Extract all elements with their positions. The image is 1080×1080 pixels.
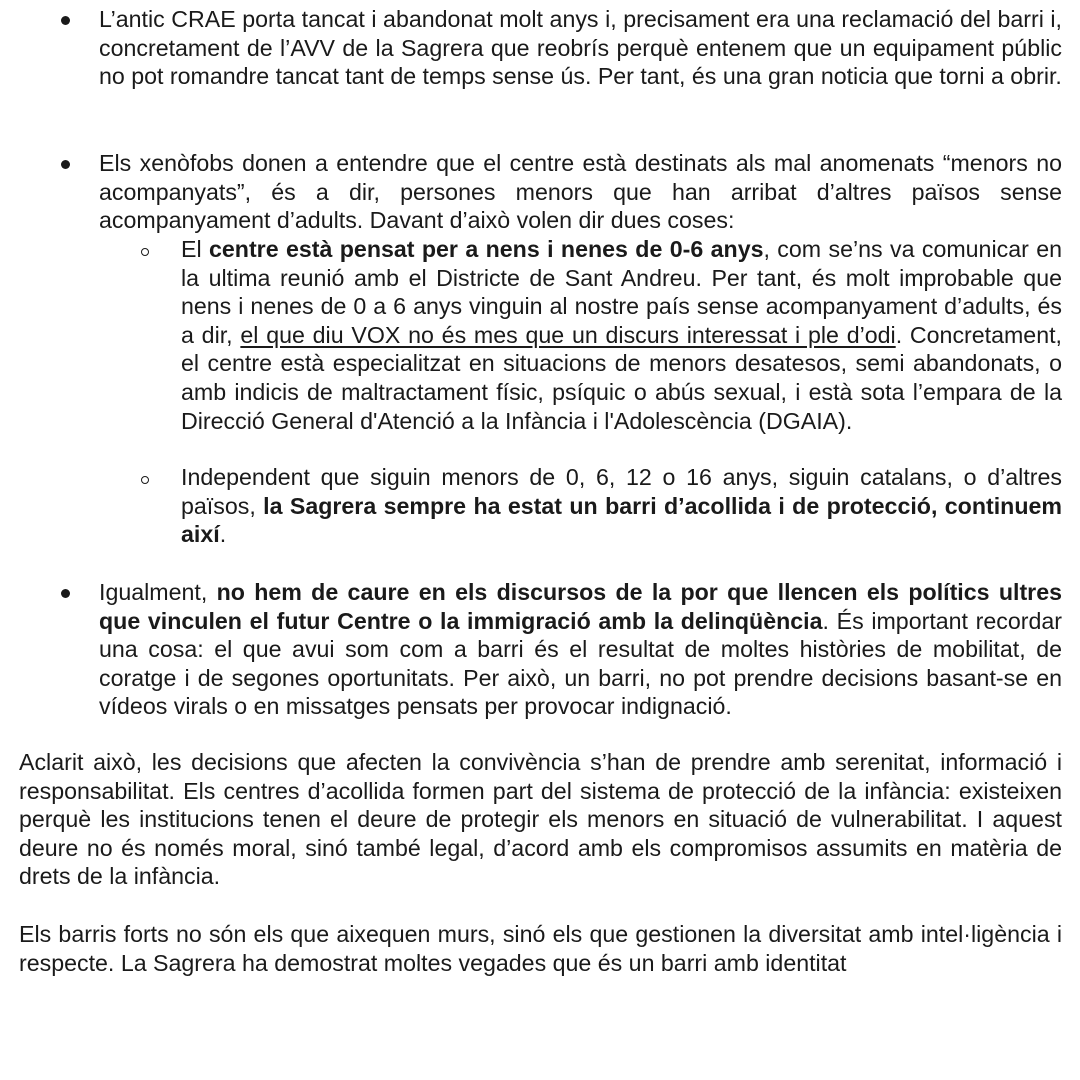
sub-item-1-tail: . Concretament, el centre està especialitzat en situacions de menors desatesos, semi abandonats, o amb indicis de maltractament físic, psíquic o abús sexual, i està sota l’empara de la Direcció General d'Atenció a la Infància i l'Adolescència (DGAIA). (181, 321, 1062, 434)
bullet-marker (61, 16, 70, 25)
sub-item-1-bold: centre està pensat per a nens i nenes de 0-6 anys (209, 236, 764, 262)
bullet-item-3-tail: . És important recordar una cosa: el que avui som com a barri és el resultat de moltes històries de mobilitat, de coratge i de segones oportunitats. Per això, un barri, no pot prendre decisions basant-se en vídeos virals o en missatges pensats per provocar indignació. (99, 607, 1063, 720)
sub-bullet-marker (141, 248, 149, 256)
bullet-marker (61, 589, 70, 598)
bullet-item-2: Els xenòfobs donen a entendre que el centre està destinats als mal anomenats “menors no acompanyats”, és a dir, persones menors que han arribat d’altres països sense acompanyament d’adults. Davant d’això volen dir dues coses: (99, 150, 1062, 234)
body-paragraph-1: Aclarit això, les decisions que afecten la convivència s’han de prendre amb serenitat, informació i responsabilitat. Els centres d’acollida formen part del sistema de protecció de la infància: existeixen perquè les institucions tenen el deure de protegir els menors en situació de vulnerabilitat. I aquest deure no és només moral, sinó també legal, d’acord amb els compromisos assumits en matèria de drets de la infància. (19, 749, 1062, 890)
sub-item-2-tail: . (219, 521, 227, 548)
sub-item-1-underline: el que diu VOX no és mes que un discurs interessat i ple d’odi (240, 321, 896, 348)
bullet-item-3-bold: no hem de caure en els discursos de la por que llencen els polítics ultres que vinculen el futur Centre o la immigració amb la delinqüència (99, 579, 1062, 634)
bullet-item-3 (99, 578, 1062, 721)
sub-item-2-lead: Independent que siguin menors de 0, 6, 12 o 16 anys, siguin catalans, o d’altres països, (181, 464, 1062, 519)
sub-item-1-mid: , com se’ns va comunicar en la ultima reunió amb el Districte de Sant Andreu. Per tant, és molt improbable que nens i nenes de 0 a 6 anys vinguin al nostre país sense acompanyament d’adults, és a dir, (181, 236, 1062, 348)
bullet-item-3-lead: Igualment, (99, 579, 217, 605)
bullet-marker (61, 160, 70, 169)
sub-item-1 (181, 235, 1062, 435)
sub-item-2 (181, 463, 1062, 549)
sub-bullet-marker (141, 476, 149, 484)
body-paragraph-2: Els barris forts no són els que aixequen murs, sinó els que gestionen la diversitat amb intel·ligència i respecte. La Sagrera ha demostrat moltes vegades que és un barri amb identitat (19, 921, 1062, 976)
sub-item-2-bold: la Sagrera sempre ha estat un barri d’acollida i de protecció, continuem així (181, 492, 1062, 548)
bullet-item-1: L’antic CRAE porta tancat i abandonat molt anys i, precisament era una reclamació del barri i, concretament de l’AVV de la Sagrera que reobrís perquè entenem que un equipament públic no pot romandre tancat tant de temps sense ús. Per tant, és una gran noticia que torni a obrir. (99, 6, 1062, 90)
sub-item-1-lead: El (181, 236, 209, 262)
